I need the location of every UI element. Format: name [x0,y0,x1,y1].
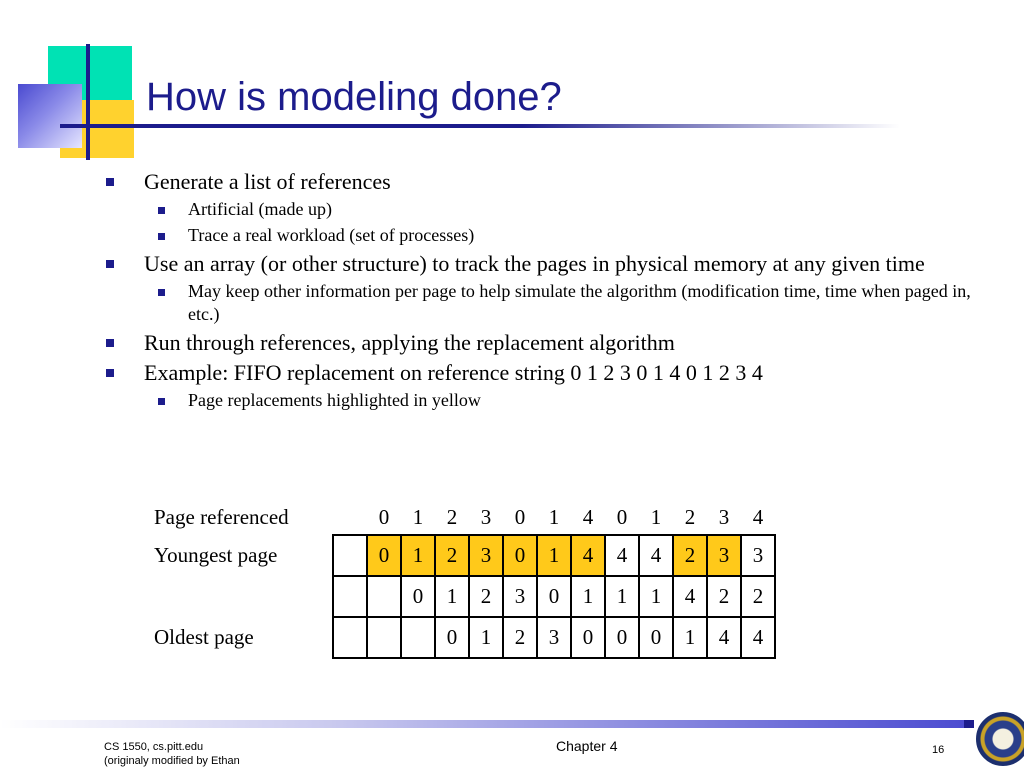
reference-cell: 1 [412,504,424,529]
bullet-list [104,168,1004,415]
reference-cell: 3 [718,504,730,529]
bullet-text: Example: FIFO replacement on reference string 0 1 2 3 0 1 4 0 1 2 3 4 [144,360,763,385]
bullet-square-icon [158,207,165,214]
page-cell: 1 [537,535,571,576]
reference-cell: 4 [582,504,594,529]
bullet-use-array [104,250,1004,277]
title-underline [60,124,900,128]
table-row [154,617,775,658]
page-cell: 0 [401,576,435,617]
page-cell: 1 [401,535,435,576]
sub-bullet-artificial [104,198,1004,221]
bullet-square-icon [158,398,165,405]
bullet-square-icon [106,178,114,186]
table-header-row [154,500,775,535]
page-cell [367,617,401,658]
reference-cell: 2 [446,504,458,529]
page-cell: 2 [741,576,775,617]
reference-cell: 4 [752,504,764,529]
page-cell: 1 [435,576,469,617]
sub-bullet-highlight-note [104,389,1004,412]
footer-bar [0,720,972,728]
bullet-square-icon [106,339,114,347]
page-cell: 4 [707,617,741,658]
page-cell: 1 [605,576,639,617]
page-cell: 3 [503,576,537,617]
header-spacer [333,500,367,535]
page-cell [333,535,367,576]
page-cell: 0 [605,617,639,658]
footer-chapter: Chapter 4 [556,738,618,754]
page-cell: 0 [639,617,673,658]
page-cell: 2 [435,535,469,576]
decor-vertical-line [86,44,90,160]
row-label: Youngest page [154,543,278,567]
row-label: Page referenced [154,505,289,529]
bullet-square-icon [158,289,165,296]
page-cell: 0 [571,617,605,658]
page-cell [367,576,401,617]
page-cell: 4 [639,535,673,576]
fifo-table [154,500,776,659]
page-cell: 0 [367,535,401,576]
page-cell: 4 [605,535,639,576]
decor-blue-square [18,84,82,148]
page-cell: 1 [673,617,707,658]
page-cell: 4 [741,617,775,658]
bullet-text: Run through references, applying the replacement algorithm [144,330,675,355]
page-cell: 2 [503,617,537,658]
bullet-text: Use an array (or other structure) to track the pages in physical memory at any given time [144,251,925,276]
bullet-generate-references [104,168,1004,195]
row-label [154,576,333,617]
page-cell: 3 [469,535,503,576]
bullet-square-icon [106,260,114,268]
reference-cell: 0 [378,504,390,529]
page-cell: 4 [571,535,605,576]
slide-number: 16 [932,744,945,756]
slide-title: How is modeling done? [146,75,562,119]
sub-bullet-text: May keep other information per page to help simulate the algorithm (modification time, time when paged in, etc.) [188,281,971,324]
sub-bullet-trace-workload [104,224,1004,247]
table-row [154,576,775,617]
footer-course [104,740,240,768]
page-cell: 1 [571,576,605,617]
page-cell [333,617,367,658]
row-label: Oldest page [154,625,254,649]
bullet-text: Generate a list of references [144,169,391,194]
footer-bar-end [964,720,974,728]
sub-bullet-text: Page replacements highlighted in yellow [188,390,481,410]
page-cell: 1 [639,576,673,617]
sub-bullet-other-info [104,280,1004,326]
university-seal-icon [976,712,1024,766]
page-cell: 0 [537,576,571,617]
page-cell: 1 [469,617,503,658]
page-cell: 2 [469,576,503,617]
page-cell [333,576,367,617]
reference-cell: 1 [650,504,662,529]
page-cell: 3 [537,617,571,658]
footer-course-line2: (originaly modified by Ethan [104,755,240,767]
page-cell: 4 [673,576,707,617]
reference-cell: 1 [548,504,560,529]
page-cell: 2 [673,535,707,576]
reference-cell: 0 [616,504,628,529]
reference-cell: 0 [514,504,526,529]
sub-bullet-text: Artificial (made up) [188,199,332,219]
footer-course-line1: CS 1550, cs.pitt.edu [104,741,204,753]
page-cell: 0 [503,535,537,576]
reference-cell: 2 [684,504,696,529]
page-cell: 2 [707,576,741,617]
reference-cell: 3 [480,504,492,529]
page-cell: 0 [435,617,469,658]
table-row [154,535,775,576]
bullet-run-references [104,329,1004,356]
bullet-square-icon [158,233,165,240]
bullet-example-fifo [104,359,1004,386]
sub-bullet-text: Trace a real workload (set of processes) [188,225,475,245]
page-cell [401,617,435,658]
bullet-square-icon [106,369,114,377]
page-cell: 3 [741,535,775,576]
page-cell: 3 [707,535,741,576]
